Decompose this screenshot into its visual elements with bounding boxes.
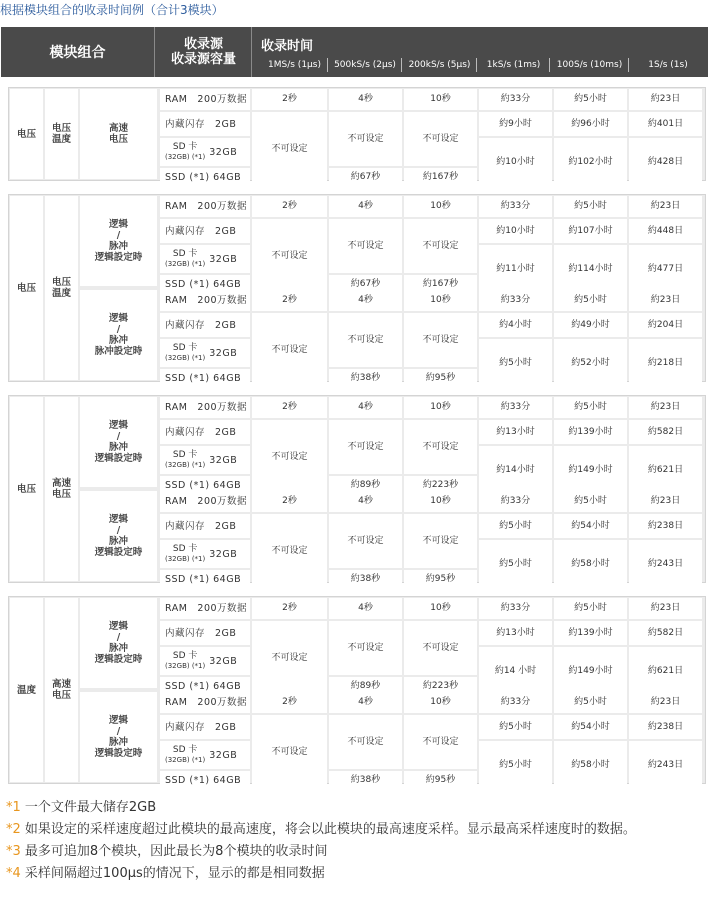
ram-time: 約33分 [479,89,552,110]
source-ssd: SSD (*1) 64GB [160,369,250,388]
not-settable: 不可设定 [252,420,327,495]
header-source-line2: 收录源容量 [170,52,236,67]
not-settable: 不可设定 [329,420,402,474]
flash-time: 約54小时 [554,715,627,739]
sd-ssd-time: 約5小时 [479,540,552,589]
source-flash: 内藏闪存 2GB [160,514,250,538]
header-rate: 1MS/s (1μs) [262,58,328,72]
source-ram: RAM 200万数据 [160,692,250,713]
source-flash: 内藏闪存 2GB [160,715,250,739]
module-3-label: 逻辑 / 脉冲 逻辑設定時 [80,491,157,581]
ssd-time: 約38秒 [329,570,402,589]
not-settable: 不可设定 [404,420,477,474]
sd-ssd-time: 約14小时 [479,446,552,495]
ram-time: 約5小时 [554,598,627,619]
flash-time: 約4小时 [479,313,552,337]
source-flash: 内藏闪存 2GB [160,219,250,243]
module-2-label: 高速 电压 [45,598,78,782]
sd-ssd-time: 約243日 [629,741,702,790]
sd-ssd-time: 約52小时 [554,339,627,388]
sd-ssd-time: 約14 小时 [479,647,552,696]
flash-time: 約49小时 [554,313,627,337]
ram-time: 約23日 [629,89,702,110]
ram-time: 10秒 [404,397,477,418]
ram-time: 4秒 [329,598,402,619]
module-3-label: 高速 电压 [80,89,157,179]
ssd-time: 約95秒 [404,771,477,790]
footnote: *3 最多可追加8个模块，因此最长为8个模块的收录时间 [6,844,328,859]
header-source [156,27,252,77]
module-1-label: 电压 [10,397,43,581]
source-sd: SD 卡 (32GB) (*1) 32GB [160,245,250,273]
header-module-combo: 模块组合 [1,27,155,77]
ram-time: 約33分 [479,491,552,512]
ram-time: 約33分 [479,598,552,619]
not-settable: 不可设定 [329,514,402,568]
ssd-time: 約223秒 [404,677,477,696]
sd-ssd-time: 約114小时 [554,245,627,294]
footnote: *2 如果设定的采样速度超过此模块的最高速度，将会以此模块的最高速度采样。显示最高采样速度时的数据。 [6,822,636,837]
header-rate: 1S/s (1s) [648,60,688,70]
footnote: *4 采样间隔超过100μs的情况下，显示的都是相同数据 [6,866,325,881]
module-1-label: 电压 [10,196,43,380]
not-settable: 不可设定 [404,112,477,166]
module-combo-panel [8,87,706,181]
source-flash: 内藏闪存 2GB [160,112,250,136]
module-3-label: 逻辑 / 脉冲 逻辑設定時 [80,598,157,688]
ram-time: 10秒 [404,290,477,311]
module-1-label: 温度 [10,598,43,782]
source-flash: 内藏闪存 2GB [160,420,250,444]
module-3-label: 逻辑 / 脉冲 逻辑設定時 [80,196,157,286]
header-rate: 1kS/s (1ms) [478,58,550,72]
not-settable: 不可设定 [252,514,327,589]
sd-ssd-time: 約149小时 [554,647,627,696]
source-ssd: SSD (*1) 64GB [160,168,250,187]
source-flash: 内藏闪存 2GB [160,621,250,645]
ram-time: 約23日 [629,692,702,713]
sd-ssd-time: 約621日 [629,647,702,696]
module-2-label: 电压 温度 [45,196,78,380]
sd-ssd-time: 約243日 [629,540,702,589]
ram-time: 約23日 [629,196,702,217]
ram-time: 約5小时 [554,397,627,418]
ram-time: 約5小时 [554,196,627,217]
not-settable: 不可设定 [252,313,327,388]
flash-time: 約401日 [629,112,702,136]
ssd-time: 約95秒 [404,369,477,388]
ram-time: 10秒 [404,196,477,217]
flash-time: 約238日 [629,514,702,538]
module-1-label: 电压 [10,89,43,179]
flash-time: 約54小时 [554,514,627,538]
not-settable: 不可设定 [252,715,327,790]
flash-time: 約9小时 [479,112,552,136]
ram-time: 2秒 [252,491,327,512]
ssd-time: 約95秒 [404,570,477,589]
module-combo-panel [8,596,706,784]
ram-time: 10秒 [404,692,477,713]
source-ram: RAM 200万数据 [160,491,250,512]
header-rate: 200kS/s (5μs) [403,58,477,72]
source-ram: RAM 200万数据 [160,397,250,418]
not-settable: 不可设定 [329,621,402,675]
sd-ssd-time: 約428日 [629,138,702,187]
ram-time: 4秒 [329,491,402,512]
ram-time: 約23日 [629,290,702,311]
source-ssd: SSD (*1) 64GB [160,677,250,696]
source-sd: SD 卡 (32GB) (*1) 32GB [160,446,250,474]
not-settable: 不可设定 [252,219,327,294]
sd-ssd-time: 約5小时 [479,741,552,790]
ram-time: 約33分 [479,397,552,418]
flash-time: 約582日 [629,621,702,645]
ram-time: 約23日 [629,491,702,512]
flash-time: 約448日 [629,219,702,243]
source-sd: SD 卡 (32GB) (*1) 32GB [160,647,250,675]
ram-time: 4秒 [329,397,402,418]
sd-ssd-time: 約102小时 [554,138,627,187]
header-source-line1: 收录源 [183,37,223,52]
ram-time: 4秒 [329,196,402,217]
source-ram: RAM 200万数据 [160,598,250,619]
flash-time: 約107小时 [554,219,627,243]
not-settable: 不可设定 [329,112,402,166]
ssd-time: 約67秒 [329,168,402,187]
not-settable: 不可设定 [404,313,477,367]
module-combo-panel [8,194,706,382]
flash-time: 約238日 [629,715,702,739]
flash-time: 約13小时 [479,621,552,645]
flash-time: 約204日 [629,313,702,337]
not-settable: 不可设定 [404,715,477,769]
not-settable: 不可设定 [252,621,327,696]
source-ssd: SSD (*1) 64GB [160,275,250,294]
ssd-time: 約67秒 [329,275,402,294]
ram-time: 約5小时 [554,491,627,512]
module-2-label: 电压 温度 [45,89,78,179]
sd-ssd-time: 約10小时 [479,138,552,187]
flash-time: 約13小时 [479,420,552,444]
flash-time: 約96小时 [554,112,627,136]
ram-time: 4秒 [329,692,402,713]
source-ram: RAM 200万数据 [160,290,250,311]
source-ram: RAM 200万数据 [160,196,250,217]
source-sd: SD 卡 (32GB) (*1) 32GB [160,540,250,568]
not-settable: 不可设定 [329,313,402,367]
not-settable: 不可设定 [329,715,402,769]
ram-time: 10秒 [404,491,477,512]
source-ssd: SSD (*1) 64GB [160,570,250,589]
header-rate: 500kS/s (2μs) [329,58,402,72]
flash-time: 約582日 [629,420,702,444]
not-settable: 不可设定 [404,219,477,273]
ssd-time: 約89秒 [329,476,402,495]
module-3-label: 逻辑 / 脉冲 逻辑設定時 [80,692,157,782]
ram-time: 10秒 [404,89,477,110]
source-sd: SD 卡 (32GB) (*1) 32GB [160,339,250,367]
ram-time: 約33分 [479,290,552,311]
not-settable: 不可设定 [404,514,477,568]
sd-ssd-time: 約621日 [629,446,702,495]
ram-time: 10秒 [404,598,477,619]
sd-ssd-time: 約5小时 [479,339,552,388]
sd-ssd-time: 約477日 [629,245,702,294]
ram-time: 2秒 [252,89,327,110]
ssd-time: 約89秒 [329,677,402,696]
ssd-time: 約38秒 [329,369,402,388]
ram-time: 約23日 [629,598,702,619]
sd-ssd-time: 約149小时 [554,446,627,495]
ram-time: 約33分 [479,692,552,713]
not-settable: 不可设定 [404,621,477,675]
ram-time: 4秒 [329,290,402,311]
ram-time: 2秒 [252,692,327,713]
sd-ssd-time: 約11小时 [479,245,552,294]
header-time: 收录时间 [261,39,314,54]
flash-time: 約139小时 [554,621,627,645]
ram-time: 約5小时 [554,692,627,713]
table-header [1,27,708,77]
module-combo-panel [8,395,706,583]
source-sd: SD 卡 (32GB) (*1) 32GB [160,138,250,166]
sd-ssd-time: 約58小时 [554,540,627,589]
module-3-label: 逻辑 / 脉冲 脉冲設定時 [80,290,157,380]
header-rate: 100S/s (10ms) [551,58,629,72]
ssd-time: 約167秒 [404,168,477,187]
ssd-time: 約167秒 [404,275,477,294]
sd-ssd-time: 約218日 [629,339,702,388]
sd-ssd-time: 約58小时 [554,741,627,790]
flash-time: 約10小时 [479,219,552,243]
ram-time: 2秒 [252,397,327,418]
ssd-time: 約223秒 [404,476,477,495]
module-2-label: 高速 电压 [45,397,78,581]
ram-time: 4秒 [329,89,402,110]
ssd-time: 約38秒 [329,771,402,790]
ram-time: 2秒 [252,290,327,311]
source-sd: SD 卡 (32GB) (*1) 32GB [160,741,250,769]
flash-time: 約139小时 [554,420,627,444]
page-title: 根据模块组合的收录时间例（合计3模块） [0,3,224,17]
ram-time: 2秒 [252,196,327,217]
not-settable: 不可设定 [329,219,402,273]
not-settable: 不可设定 [252,112,327,187]
module-3-label: 逻辑 / 脉冲 逻辑設定時 [80,397,157,487]
flash-time: 約5小时 [479,514,552,538]
ram-time: 約33分 [479,196,552,217]
source-ram: RAM 200万数据 [160,89,250,110]
ram-time: 約5小时 [554,290,627,311]
source-ssd: SSD (*1) 64GB [160,771,250,790]
ram-time: 約5小时 [554,89,627,110]
footnotes [6,797,706,885]
source-flash: 内藏闪存 2GB [160,313,250,337]
source-ssd: SSD (*1) 64GB [160,476,250,495]
ram-time: 2秒 [252,598,327,619]
ram-time: 約23日 [629,397,702,418]
flash-time: 約5小时 [479,715,552,739]
footnote: *1 一个文件最大储存2GB [6,800,157,815]
